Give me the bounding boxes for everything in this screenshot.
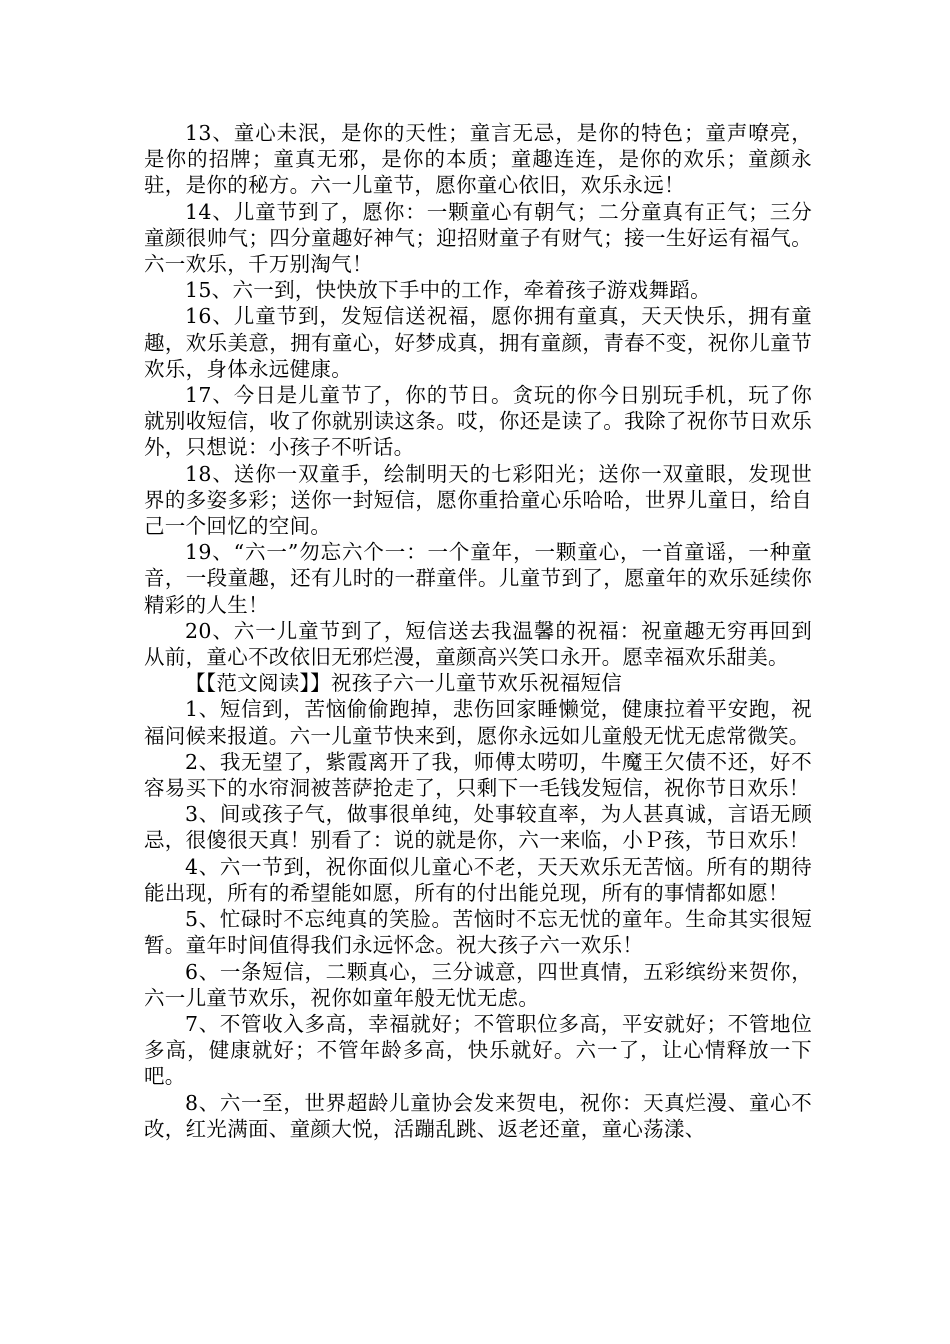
paragraph-1: 1、短信到，苦恼偷偷跑掉，悲伤回家睡懒觉，健康拉着平安跑，祝福问候来报道。六一儿童节快来到，愿你永远如儿童般无忧无虑常微笑。 xyxy=(144,697,812,748)
paragraph-7: 7、不管收入多高，幸福就好；不管职位多高，平安就好；不管地位多高，健康就好；不管年龄多高，快乐就好。六一了，让心情释放一下吧。 xyxy=(144,1011,812,1089)
paragraph-2: 2、我无望了，紫霞离开了我，师傅太唠叨，牛魔王欠债不还，好不容易买下的水帘洞被菩萨抢走了，只剩下一毛钱发短信，祝你节日欢乐！ xyxy=(144,749,812,801)
section-heading: 【【范文阅读】】祝孩子六一儿童节欢乐祝福短信 xyxy=(185,671,623,696)
paragraph-8: 8、六一至，世界超龄儿童协会发来贺电，祝你：天真烂漫、童心不改，红光满面、童颜大悦，活蹦乱跳、返老还童，童心荡漾、 xyxy=(144,1090,812,1141)
paragraph-13: 13、童心未泯，是你的天性；童言无忌，是你的特色；童声嘹亮，是你的招牌；童真无邪，是你的本质；童趣连连，是你的欢乐；童颜永驻，是你的秘方。六一儿童节，愿你童心依旧，欢乐永远！ xyxy=(144,121,812,198)
paragraph-17: 17、今日是儿童节了，你的节日。贪玩的你今日别玩手机，玩了你就别收短信，收了你就别读这条。哎，你还是读了。我除了祝你节日欢乐外，只想说：小孩子不听话。 xyxy=(144,383,812,460)
paragraph-18: 18、送你一双童手，绘制明天的七彩阳光；送你一双童眼，发现世界的多姿多彩；送你一封短信，愿你重拾童心乐哈哈，世界儿童日，给自己一个回忆的空间。 xyxy=(144,461,812,539)
paragraph-19: 19、“六一”勿忘六个一：一个童年，一颗童心，一首童谣，一种童音，一段童趣，还有儿时的一群童伴。儿童节到了，愿童年的欢乐延续你精彩的人生！ xyxy=(144,540,812,617)
paragraph-5: 5、忙碌时不忘纯真的笑脸。苦恼时不忘无忧的童年。生命其实很短暂。童年时间值得我们永远怀念。祝大孩子六一欢乐！ xyxy=(144,907,812,958)
paragraph-15: 15、六一到，快快放下手中的工作，牵着孩子游戏舞蹈。 xyxy=(185,278,711,303)
paragraph-4: 4、六一节到，祝你面似儿童心不老，天天欢乐无苦恼。所有的期待能出现，所有的希望能如愿，所有的付出能兑现，所有的事情都如愿！ xyxy=(144,854,812,905)
paragraph-16: 16、儿童节到，发短信送祝福，愿你拥有童真，天天快乐，拥有童趣，欢乐美意，拥有童心，好梦成真，拥有童颜，青春不变，祝你儿童节欢乐，身体永远健康。 xyxy=(144,304,812,381)
paragraph-6: 6、一条短信，二颗真心，三分诚意，四世真情，五彩缤纷来贺你，六一儿童节欢乐，祝你如童年般无忧无虑。 xyxy=(144,959,812,1010)
document-body xyxy=(144,120,812,1142)
paragraph-3: 3、间或孩子气，做事很单纯，处事较直率，为人甚真诚，言语无顾忌，很傻很天真！别看了：说的就是你，六一来临，小Ｐ孩，节日欢乐！ xyxy=(144,802,812,853)
paragraph-14: 14、儿童节到了，愿你：一颗童心有朝气；二分童真有正气；三分童颜很帅气；四分童趣好神气；迎招财童子有财气；接一生好运有福气。六一欢乐，千万别淘气！ xyxy=(144,199,812,277)
paragraph-20: 20、六一儿童节到了，短信送去我温馨的祝福：祝童趣无穷再回到从前，童心不改依旧无邪烂漫，童颜高兴笑口永开。愿幸福欢乐甜美。 xyxy=(144,618,812,670)
